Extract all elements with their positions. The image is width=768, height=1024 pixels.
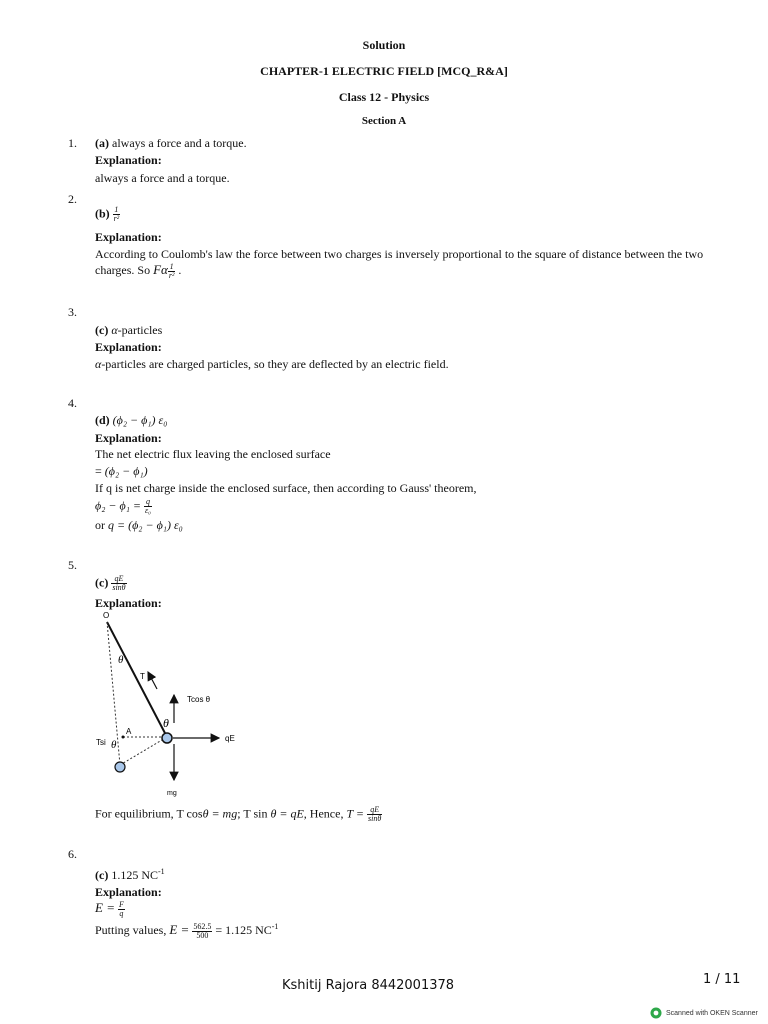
q4-explanation-line2: = (ϕ₂ − ϕ₁) xyxy=(95,464,148,478)
q1-option: (a) xyxy=(95,136,109,150)
point-a xyxy=(122,736,125,739)
page-number: 1 / 11 xyxy=(703,972,741,987)
q6-answer: (c) 1.125 $NC^{-1}$ xyxy=(95,867,165,882)
scanner-text: Scanned with OKEN Scanner xyxy=(666,1009,758,1017)
displacement-dotted-line xyxy=(120,737,167,765)
q1-number: 1. xyxy=(68,136,77,150)
pendulum-diagram xyxy=(85,605,255,800)
q1-answer-text: always a force and a torque. xyxy=(112,136,247,150)
tsin-label: Tsi xyxy=(96,738,106,747)
q1-explanation-label: Explanation: xyxy=(95,153,162,167)
q2-explanation-label: Explanation: xyxy=(95,230,162,244)
q3-explanation-label: Explanation: xyxy=(95,340,162,354)
tension-arrow xyxy=(148,672,157,689)
q6-explanation-label: Explanation: xyxy=(95,885,162,899)
q3-explanation: α-particles are charged particles, so they are deflected by an electric field. xyxy=(95,357,449,371)
q3-number: 3. xyxy=(68,305,77,319)
rest-bob-circle xyxy=(115,762,125,772)
scanner-logo-icon xyxy=(650,1007,662,1019)
scanner-watermark xyxy=(650,1007,758,1019)
string-line xyxy=(107,622,167,737)
class-title: Class 12 - Physics xyxy=(338,90,430,104)
section-title: Section A xyxy=(361,115,407,127)
solution-heading: Solution xyxy=(362,38,406,52)
t-label: T xyxy=(140,672,145,681)
q4-answer: (d) (ϕ₂ − ϕ₁) ε₀ xyxy=(95,413,168,427)
q4-explanation-line1: The net electric flux leaving the enclosed surface xyxy=(95,447,331,461)
q2-number: 2. xyxy=(68,192,77,206)
q4-explanation-label: Explanation: xyxy=(95,431,162,445)
q6-formula: E = $\frac{F}{q}$ xyxy=(95,899,124,918)
q4-number: 4. xyxy=(68,396,77,410)
q2-option: (b) xyxy=(95,206,110,221)
q1-explanation: always a force and a torque. xyxy=(95,171,230,185)
q4-explanation-line5: or q = (ϕ₂ − ϕ₁) ε₀ xyxy=(95,518,183,532)
q2-explanation-line2: charges. So Fα $\frac{1}{\text{r²}}$ . xyxy=(95,261,182,280)
o-label: O xyxy=(103,611,110,620)
q5-answer: (c) $\frac{qE}{\sin\theta}$ xyxy=(95,574,126,592)
q6-putting-values: Putting values, E = $\frac{562.5}{500}$ = 1.125 $NC^{-1}$ xyxy=(95,921,279,940)
qe-label: qE xyxy=(225,734,235,743)
q2-explanation-line1: According to Coulomb's law the force between two charges is inversely proportional to the square of distance between the two xyxy=(95,247,704,261)
q1-answer xyxy=(95,136,247,151)
q2-answer-fraction: $\frac{1}{\text{r²}}$ xyxy=(113,205,120,223)
q6-number: 6. xyxy=(68,847,77,861)
q3-answer: (c) α-particles xyxy=(95,323,163,337)
theta-mid-label: θ xyxy=(163,716,169,730)
q5-number: 5. xyxy=(68,558,77,572)
q4-explanation-line4: ϕ₂ − ϕ₁ = $\frac{q}{\text{ε₀}}$ xyxy=(95,497,151,515)
chapter-title: CHAPTER-1 ELECTRIC FIELD [MCQ_R&A] xyxy=(260,64,508,78)
q2-answer xyxy=(95,206,120,223)
q5-equilibrium-equation: For equilibrium, T cosθ = mg; T sin θ = qE, Hence, T = $\frac{qE}{\sin\theta}$ xyxy=(95,805,382,823)
bob-circle xyxy=(162,733,172,743)
theta-left-label: θ xyxy=(111,739,117,751)
mg-label: mg xyxy=(167,790,177,797)
theta-top-label: θ xyxy=(118,654,124,666)
a-label: A xyxy=(126,727,132,736)
q5-explanation-label: Explanation: xyxy=(95,596,162,610)
tcos-label: Tcos θ xyxy=(187,695,211,704)
footer-name: Kshitij Rajora 8442001378 xyxy=(282,978,455,993)
q4-explanation-line3: If q is net charge inside the enclosed surface, then according to Gauss' theorem, xyxy=(95,481,477,495)
